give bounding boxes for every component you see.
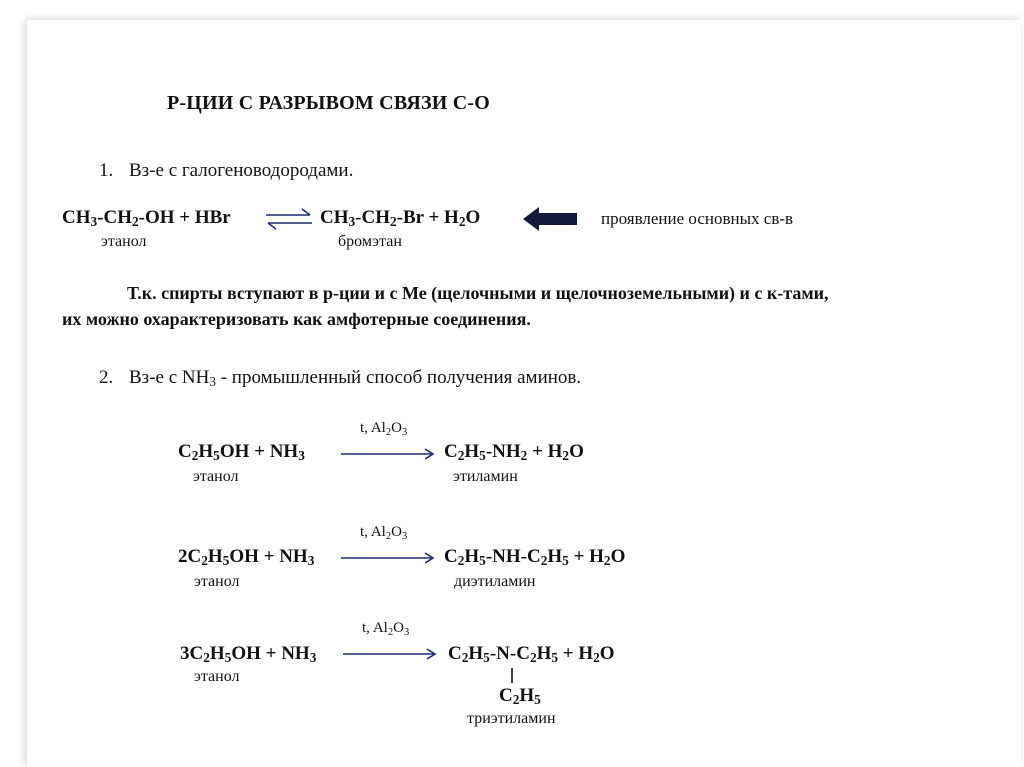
reactant-label: этанол [194,573,240,590]
item-text: Вз-е с галогеноводородами. [129,160,354,181]
reactant-label: этанол [101,233,147,250]
list-item-2: 2. Вз-е с $NH_3$ - промышленный способ получения аминов. [99,367,582,389]
reaction3-products: $C_2H_5-NH-C_2H_5 + H_2O$ [444,546,626,568]
reaction1-reactants: $CH_3-CH_2-OH$ + HBr [62,207,231,229]
reactant-label: этанол [193,468,239,485]
product-label: диэтиламин [454,573,536,590]
reaction-conditions: t, $Al_2O_3$ [360,420,408,438]
reaction4-products: $C_2H_5-N-C_2H_5 + H_2O$ [448,643,615,665]
reaction2-products: $C_2H_5-NH_2 + H_2O$ [444,441,584,463]
ethyl-branch: $C_2H_5$ [499,685,541,707]
product-label: бромэтан [338,233,402,250]
reaction-arrow-icon [341,552,437,564]
bond-line [510,668,514,684]
reaction3-reactants: $2C_2H_5OH + NH_3$ [178,546,315,568]
reaction1-note: проявление основных св-в [601,209,794,228]
reaction1-products: $CH_3-CH_2-Br + H_2O$ [320,207,481,229]
product-label: триэтиламин [467,710,556,727]
left-arrow-icon [521,205,581,233]
product-label: этиламин [453,468,518,485]
reaction-arrow-icon [341,448,437,460]
reaction-arrow-icon [343,648,439,660]
paragraph-line-2: их можно охарактеризовать как амфотерные соединения. [62,309,531,329]
reaction-conditions: t, $Al_2O_3$ [362,620,410,638]
item-number: 1. [99,160,114,181]
equilibrium-arrow-icon [264,207,314,231]
reactant-label: этанол [194,668,240,685]
slide-title: Р-ЦИИ С РАЗРЫВОМ СВЯЗИ С-О [167,92,490,114]
paragraph-line-1: Т.к. спирты вступают в р-ции и с Ме (щелочными и щелочноземельными) и с к-тами, [127,283,829,303]
item-number: 2. [99,367,114,388]
reaction2-reactants: $C_2H_5OH + NH_3$ [178,441,305,463]
reaction4-reactants: $3C_2H_5OH + NH_3$ [180,643,317,665]
reaction-conditions: t, $Al_2O_3$ [360,524,408,542]
list-item-1 [99,160,353,182]
